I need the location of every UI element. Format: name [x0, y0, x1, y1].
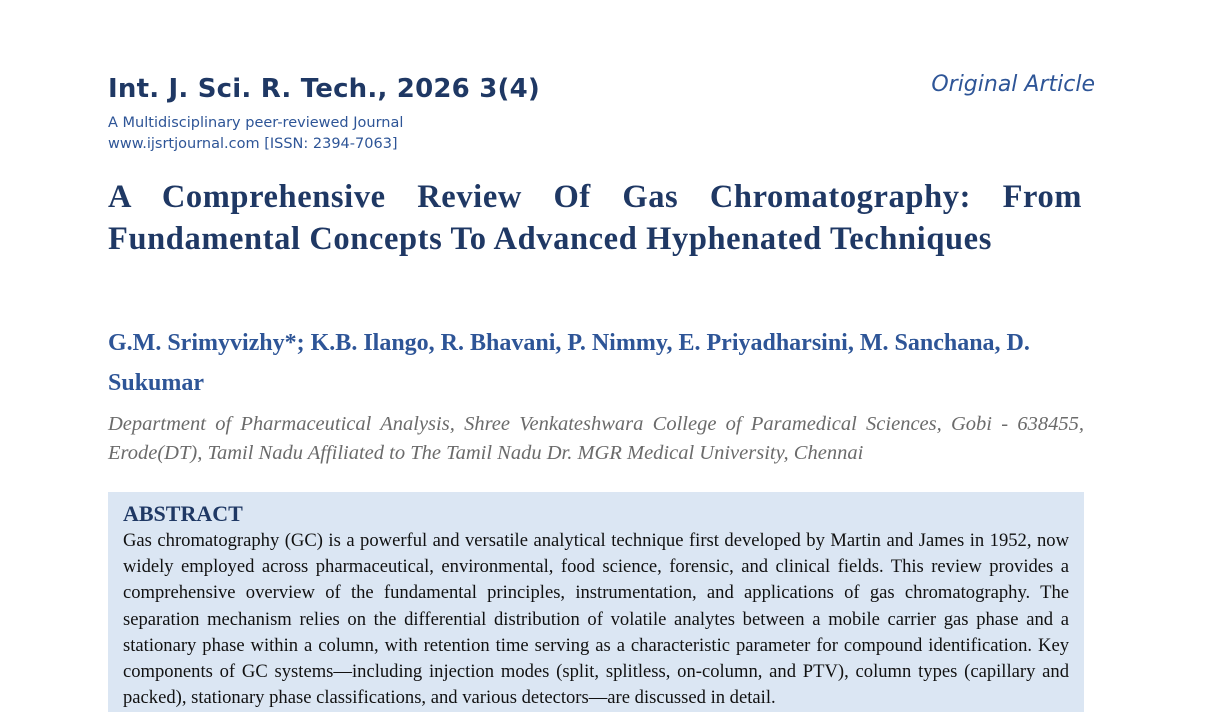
abstract-body: Gas chromatography (GC) is a powerful and versatile analytical technique first developed by Martin and James in 1952, now widely employed across pharmaceutical, environmental, food science, forensic, and clinical fields. This review provides a comprehensive overview of the fundamental principles, instrumentation, and applications of gas chromatography. The separation mechanism relies on the differential distribution of volatile analytes between a mobile carrier gas phase and a stationary phase within a column, with retention time serving as a characteristic parameter for compound identification. Key components of GC systems—including injection modes (split, splitless, on-column, and PTV), column types (capillary and packed), stationary phase classifications, and various detectors—are discussed in detail. — [123, 530, 1069, 709]
author-affiliation: Department of Pharmaceutical Analysis, Shree Venkateshwara College of Paramedical Sciences, Gobi - 638455, Erode(DT), Tamil Nadu Affiliated to The Tamil Nadu Dr. MGR Medical University, Chennai — [108, 413, 1084, 464]
journal-url-issn: www.ijsrtjournal.com [ISSN: 2394-7063] — [108, 136, 398, 152]
journal-title: Int. J. Sci. R. Tech., 2026 3(4) — [108, 74, 540, 104]
paper-title: A Comprehensive Review Of Gas Chromatography: From Fundamental Concepts To Advanced Hyphenated Techniques — [108, 179, 1082, 257]
abstract-heading: ABSTRACT — [123, 501, 243, 526]
author-list: G.M. Srimyvizhy*; K.B. Ilango, R. Bhavani, P. Nimmy, E. Priyadharsini, M. Sanchana, D. Sukumar — [108, 330, 1030, 396]
abstract-section — [108, 492, 1084, 712]
article-type-label: Original Article — [931, 72, 1095, 97]
journal-subtitle: A Multidisciplinary peer-reviewed Journal — [108, 115, 404, 131]
